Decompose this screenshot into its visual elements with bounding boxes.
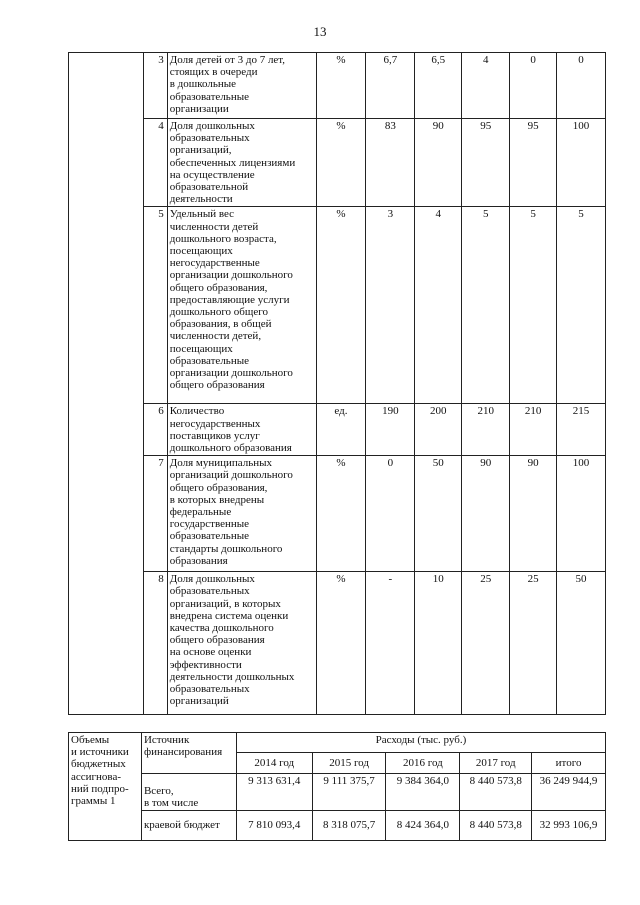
value-cell: 5 — [557, 207, 606, 404]
row-number: 7 — [143, 456, 167, 572]
indicator-name: Удельный вес численности детей дошкольного возраста, посещающих негосударственные организации дошкольного общего образования, предоставляющие услуги дошкольного общего образования, в общей численности детей, посещающих образовательные организации дошкольного общего образования — [167, 207, 316, 404]
year-header: итого — [532, 753, 606, 774]
value-cell: 210 — [462, 404, 510, 456]
year-header: 2015 год — [312, 753, 386, 774]
value-cell: 25 — [510, 572, 557, 715]
value-cell: - — [366, 572, 415, 715]
amount-cell: 8 440 573,8 — [460, 811, 532, 841]
year-header: 2014 год — [236, 753, 312, 774]
value-cell: 6,5 — [415, 53, 462, 119]
row-number: 4 — [143, 119, 167, 207]
value-cell: 95 — [510, 119, 557, 207]
indicator-name: Доля детей от 3 до 7 лет, стоящих в очереди в дошкольные образовательные организации — [167, 53, 316, 119]
value-cell: 100 — [557, 456, 606, 572]
value-cell: 0 — [366, 456, 415, 572]
indicator-row — [69, 456, 606, 572]
value-cell: 95 — [462, 119, 510, 207]
value-cell: 210 — [510, 404, 557, 456]
row-number: 3 — [143, 53, 167, 119]
value-cell: 0 — [557, 53, 606, 119]
row-number: 8 — [143, 572, 167, 715]
value-cell: 4 — [462, 53, 510, 119]
indicator-name: Доля муниципальных организаций дошкольного общего образования, в которых внедрены федеральные государственные образовательные стандарты дошкольного образования — [167, 456, 316, 572]
amount-cell: 8 424 364,0 — [386, 811, 460, 841]
indicator-row — [69, 572, 606, 715]
value-cell: 50 — [415, 456, 462, 572]
value-cell: 10 — [415, 572, 462, 715]
indicator-name: Доля дошкольных образовательных организаций, в которых внедрена система оценки качества дошкольного общего образования на основе оценки эффективности деятельности дошкольных образовательных организаций — [167, 572, 316, 715]
value-cell: 83 — [366, 119, 415, 207]
unit-cell: % — [316, 119, 366, 207]
year-header: 2016 год — [386, 753, 460, 774]
finance-table — [68, 732, 606, 841]
page-number: 13 — [313, 24, 327, 39]
unit-cell: % — [316, 572, 366, 715]
amount-cell: 32 993 106,9 — [532, 811, 606, 841]
indicator-row — [69, 404, 606, 456]
source-label: Всего, в том числе — [141, 774, 236, 811]
value-cell: 50 — [557, 572, 606, 715]
blank-cell — [69, 53, 144, 715]
value-cell: 215 — [557, 404, 606, 456]
source-label: краевой бюджет — [141, 811, 236, 841]
unit-cell: % — [316, 53, 366, 119]
amount-cell: 8 440 573,8 — [460, 774, 532, 811]
unit-cell: % — [316, 207, 366, 404]
value-cell: 25 — [462, 572, 510, 715]
year-header: 2017 год — [460, 753, 532, 774]
expenses-header: Расходы (тыс. руб.) — [236, 733, 605, 753]
indicator-name: Доля дошкольных образовательных организаций, обеспеченных лицензиями на осуществление образовательной деятельности — [167, 119, 316, 207]
amount-cell: 9 384 364,0 — [386, 774, 460, 811]
unit-cell: % — [316, 456, 366, 572]
value-cell: 0 — [510, 53, 557, 119]
unit-cell: ед. — [316, 404, 366, 456]
amount-cell: 8 318 075,7 — [312, 811, 386, 841]
indicator-row — [69, 119, 606, 207]
indicator-row — [69, 53, 606, 119]
value-cell: 5 — [462, 207, 510, 404]
finance-row-label: Объемы и источники бюджетных ассигнова- ний подпро- граммы 1 — [69, 733, 142, 841]
row-number: 6 — [143, 404, 167, 456]
value-cell: 100 — [557, 119, 606, 207]
indicator-name: Количество негосударственных поставщиков услуг дошкольного образования — [167, 404, 316, 456]
value-cell: 200 — [415, 404, 462, 456]
value-cell: 4 — [415, 207, 462, 404]
amount-cell: 9 111 375,7 — [312, 774, 386, 811]
value-cell: 5 — [510, 207, 557, 404]
amount-cell: 9 313 631,4 — [236, 774, 312, 811]
amount-cell: 7 810 093,4 — [236, 811, 312, 841]
source-header: Источник финансирования — [141, 733, 236, 774]
value-cell: 3 — [366, 207, 415, 404]
row-number: 5 — [143, 207, 167, 404]
value-cell: 190 — [366, 404, 415, 456]
value-cell: 90 — [510, 456, 557, 572]
value-cell: 90 — [462, 456, 510, 572]
indicators-table — [68, 52, 606, 715]
value-cell: 6,7 — [366, 53, 415, 119]
value-cell: 90 — [415, 119, 462, 207]
indicator-row — [69, 207, 606, 404]
amount-cell: 36 249 944,9 — [532, 774, 606, 811]
